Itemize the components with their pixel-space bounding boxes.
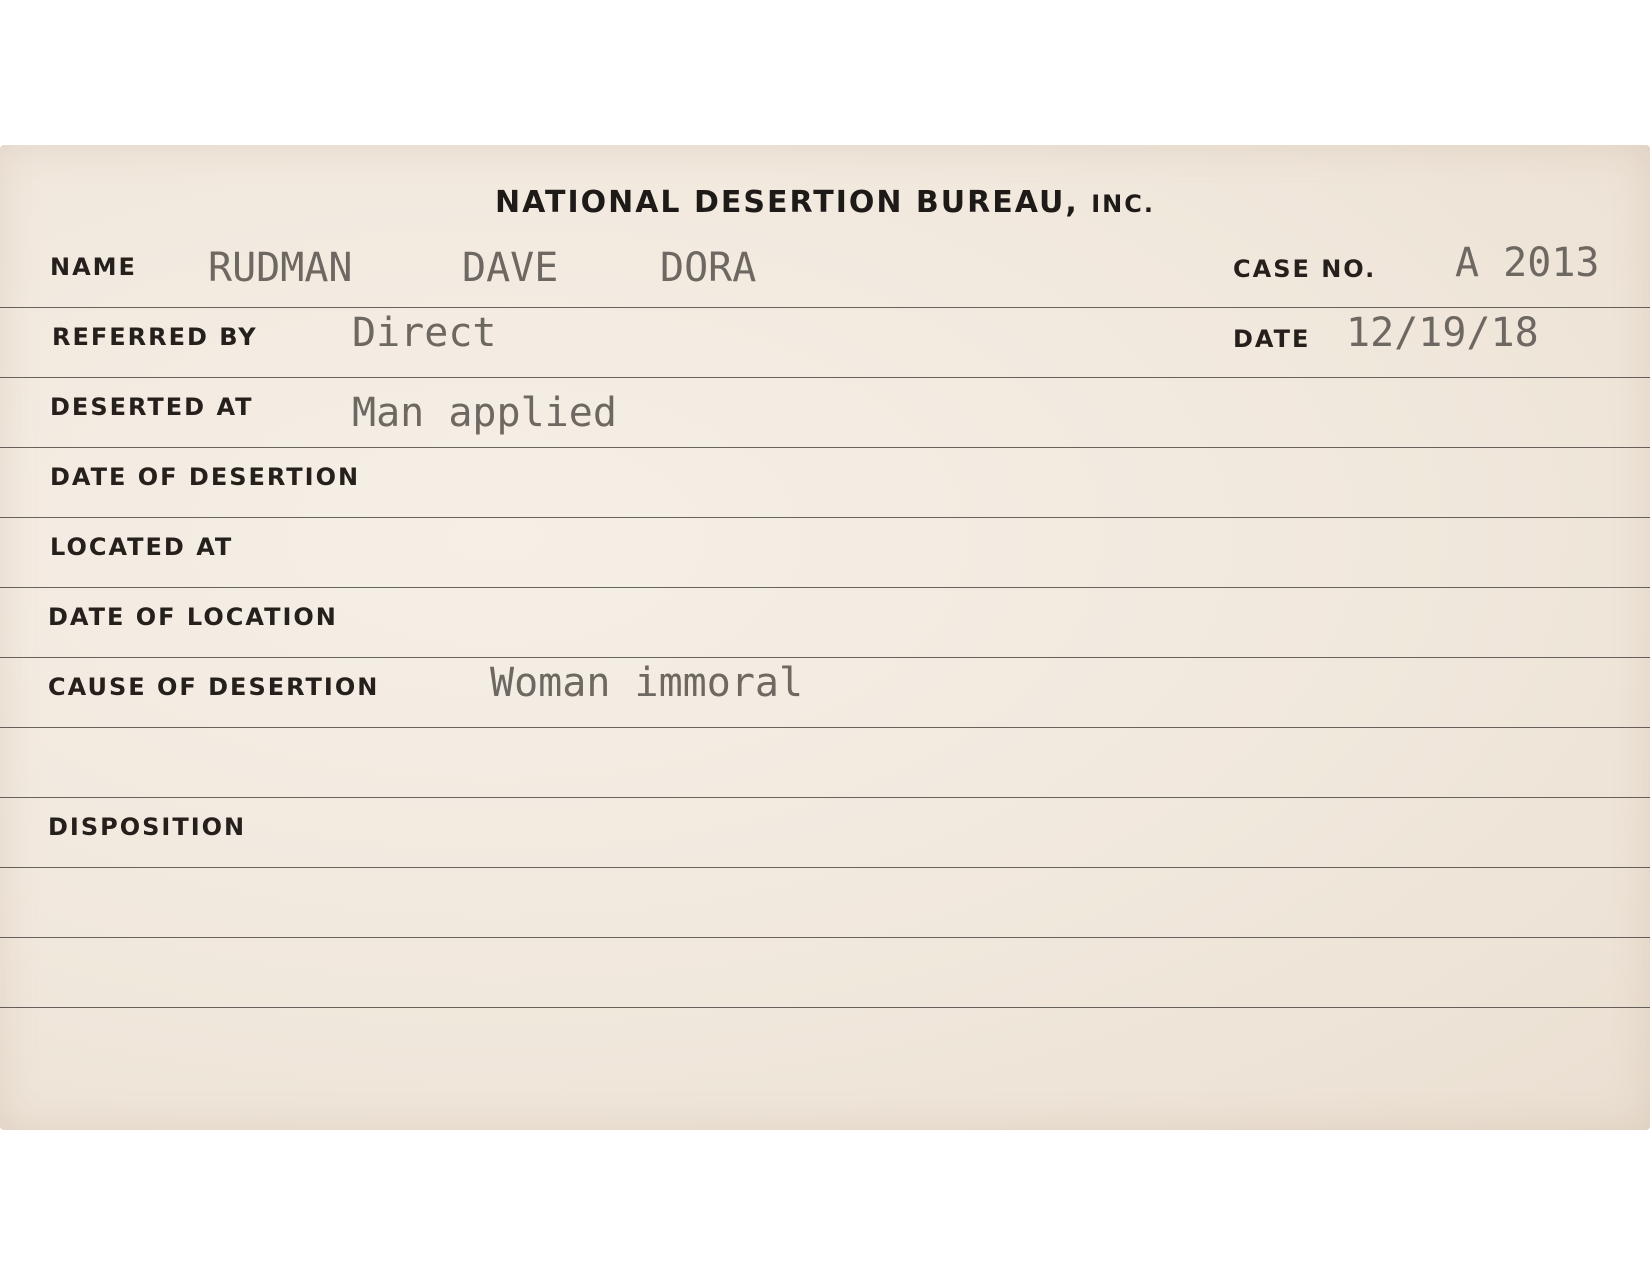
name-surname-value: RUDMAN: [208, 245, 353, 291]
rule-line: [0, 727, 1650, 728]
cause-of-desertion-value: Woman immoral: [490, 660, 804, 706]
date-label: DATE: [1233, 325, 1311, 353]
rule-line: [0, 587, 1650, 588]
case-no-label: CASE NO.: [1233, 255, 1377, 283]
rule-line: [0, 937, 1650, 938]
disposition-label: DISPOSITION: [48, 813, 247, 841]
located-at-label: LOCATED AT: [50, 533, 234, 561]
date-value: 12/19/18: [1346, 310, 1539, 356]
name-label: NAME: [50, 253, 137, 281]
deserted-at-value: Man applied: [352, 390, 617, 436]
date-of-desertion-label: DATE OF DESERTION: [50, 463, 361, 491]
index-card: [0, 145, 1650, 1130]
card-title: [0, 185, 1650, 220]
rule-line: [0, 867, 1650, 868]
rule-line: [0, 447, 1650, 448]
name-second-value: DORA: [660, 245, 757, 291]
rule-line: [0, 517, 1650, 518]
deserted-at-label: DESERTED AT: [50, 393, 254, 421]
bureau-suffix: INC.: [1091, 190, 1155, 218]
rule-line: [0, 307, 1650, 308]
rule-line: [0, 377, 1650, 378]
case-no-value: A 2013: [1455, 240, 1600, 286]
name-first-value: DAVE: [462, 245, 559, 291]
bureau-name: NATIONAL DESERTION BUREAU,: [494, 185, 1079, 220]
rule-line: [0, 797, 1650, 798]
rule-line: [0, 1007, 1650, 1008]
cause-of-desertion-label: CAUSE OF DESERTION: [48, 673, 380, 701]
date-of-location-label: DATE OF LOCATION: [48, 603, 338, 631]
referred-by-value: Direct: [352, 310, 497, 356]
rule-line: [0, 657, 1650, 658]
referred-by-label: REFERRED BY: [52, 323, 258, 351]
